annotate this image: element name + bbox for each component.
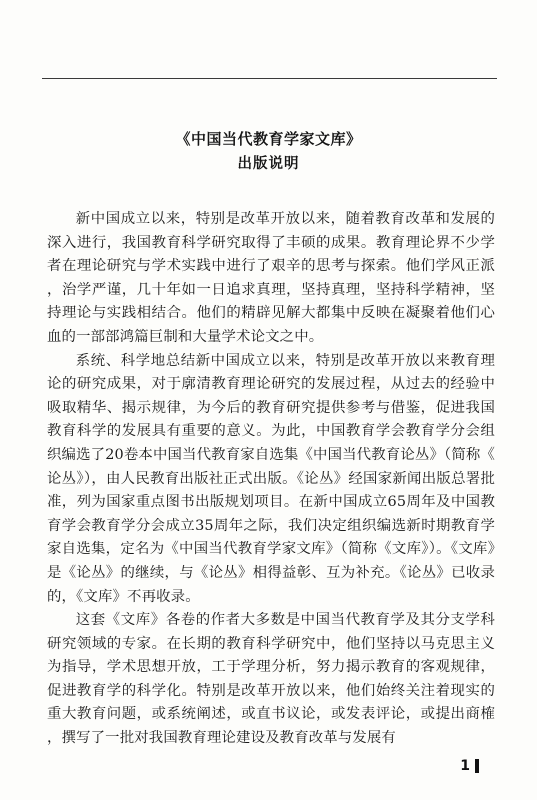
document-subtitle: 出版说明 <box>237 156 300 172</box>
body-text <box>47 208 495 751</box>
paragraph-2: 系统、科学地总结新中国成立以来，特别是改革开放以来教育理论的研究成果，对于廓清教育理论研究的发展过程，从过去的经验中吸取精华、揭示规律，为今后的教育研究提供参考与借鉴，促进我国教育科学的发展具有重要的意义。为此，中国教育学会教育学分会组织编选了20卷本中国当代教育家自选集《中国当代教育论丛》（简称《论丛》），由人民教育出版社正式出版。《论丛》经国家新闻出版总署批准，列为国家重点图书出版规划项目。在新中国成立65周年及中国教育学会教育学分会成立35周年之际，我们决定组织编选新时期教育学家自选集，定名为《中国当代教育学家文库》（简称《文库》）。《文库》是《论丛》的继续，与《论丛》相得益彰、互为补充。《论丛》已收录的，《文库》不再收录。 <box>47 352 495 605</box>
page-number <box>460 758 479 774</box>
header-rule <box>42 78 497 79</box>
document-title: 《中国当代教育学家文库》 <box>175 130 362 148</box>
page-number-text: 1 <box>460 758 470 774</box>
paragraph-3: 这套《文库》各卷的作者大多数是中国当代教育学及其分支学科研究领域的专家。在长期的教育科学研究中，他们坚持以马克思主义为指导，学术思想开放，工于学理分析，努力揭示教育的客观规律，促进教育学的科学化。特别是改革开放以来，他们始终关注着现实的重大教育问题，或系统阐述，或直书议论，或发表评论，或提出商榷，撰写了一批对我国教育理论建设及教育改革与发展有 <box>47 612 495 747</box>
paragraph-1: 新中国成立以来，特别是改革开放以来，随着教育改革和发展的深入进行，我国教育科学研究取得了丰硕的成果。教育理论界不少学者在理论研究与学术实践中进行了艰辛的思考与探索。他们学风正派，治学严谨，几十年如一日追求真理，坚持真理，坚持科学精神，坚持理论与实践相结合。他们的精辟见解大都集中反映在凝聚着他们心血的一部部鸿篇巨制和大量学术论文之中。 <box>47 211 495 345</box>
page-number-marker <box>475 759 479 773</box>
